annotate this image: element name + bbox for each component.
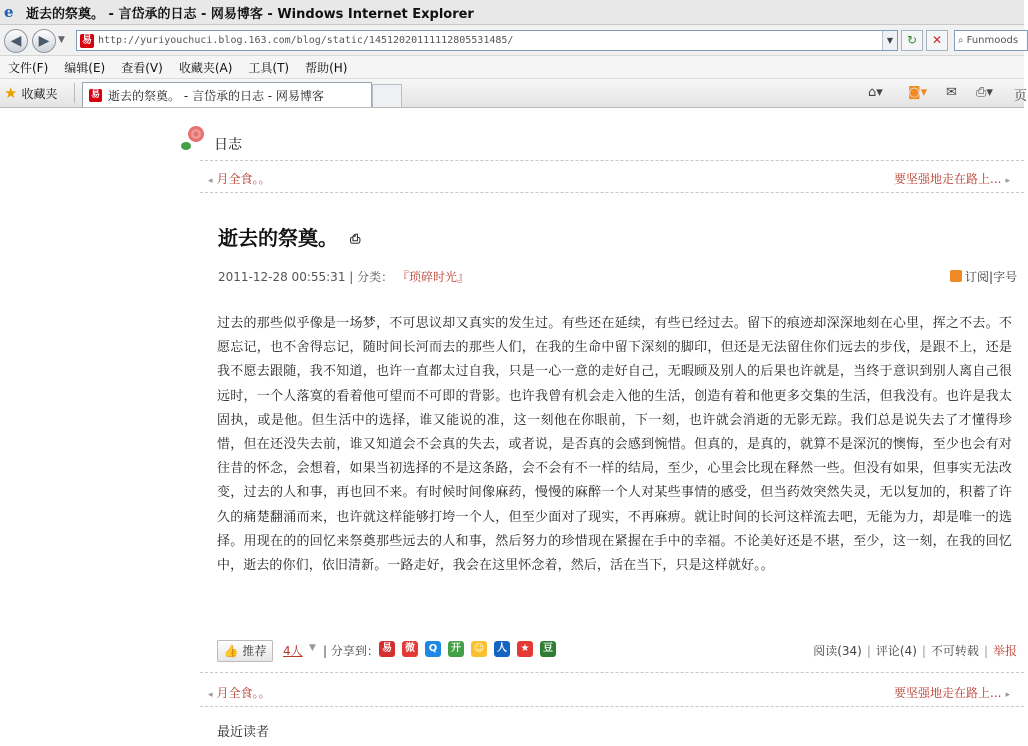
- page-menu-icon[interactable]: 页: [1014, 89, 1028, 104]
- arrow-left-icon: ◂: [208, 176, 213, 186]
- stop-button[interactable]: ✕: [926, 30, 948, 51]
- next-post-link[interactable]: 要坚强地走在路上... ▸: [894, 172, 1010, 186]
- prev-post-link[interactable]: ◂ 月全食。。: [208, 686, 271, 700]
- window-titlebar: [0, 0, 1024, 25]
- divider: |: [989, 270, 994, 284]
- divider: [74, 83, 75, 103]
- divider: |: [323, 644, 328, 658]
- history-dropdown-icon[interactable]: ▼: [58, 35, 65, 45]
- read-count[interactable]: 阅读(34): [813, 644, 862, 658]
- tab-label: 逝去的祭奠。 - 言岱承的日志 - 网易博客: [108, 88, 324, 103]
- menu-tools[interactable]: 工具(T): [248, 60, 290, 75]
- font-size-link[interactable]: 字号: [993, 270, 1018, 284]
- divider: |: [349, 270, 358, 284]
- arrow-left-icon: ◂: [208, 690, 213, 700]
- menu-edit[interactable]: 编辑(E): [64, 60, 106, 75]
- refresh-button[interactable]: ↻: [901, 30, 923, 51]
- print-icon[interactable]: ⎙▾: [976, 85, 993, 100]
- share-netease-icon[interactable]: 易: [379, 641, 395, 657]
- share-label: | 分享到：: [323, 644, 379, 658]
- share-weibo-icon[interactable]: 微: [402, 641, 418, 657]
- divider: [200, 160, 1024, 161]
- page-content: [0, 108, 1024, 740]
- divider: |: [866, 644, 871, 658]
- subscribe-link[interactable]: 订阅: [965, 270, 990, 284]
- tab-active[interactable]: [82, 82, 372, 107]
- divider: [200, 672, 1024, 673]
- window-title: 逝去的祭奠。 - 言岱承的日志 - 网易博客 - Windows Internet Explorer: [26, 6, 474, 22]
- divider: |: [921, 644, 926, 658]
- search-input[interactable]: Funmoods: [966, 35, 1019, 46]
- new-tab-button[interactable]: [372, 84, 402, 107]
- post-body: 过去的那些似乎像是一场梦，不可思议却又真实的发生过。有些还在延续，有些已经过去。留下的痕迹却深深地刻在心里，挥之不去。不愿忘记，也不舍得忘记，随时间长河而去的那些人们，在我的生命中留下深刻的脚印，但还是无法留住你们远去的步伐，是跟不上，还是我不愿去跟随，我不知道，也许一直都太过自我，只是一心一意的走好自己，无暇顾及别人的后果也许就是，当终于意识到别人离自己很远时，一个人落寞的看着他可望而不可即的背影。也许我曾有机会走入他的生活，创造有着和他更多交集的生活，但我没有。也许是我太固执，或是他。但生活中的选择，谁又能说的准，这一刻他在你眼前，下一刻，也许就会消逝的无影无踪。我们总是说失去了才懂得珍惜，但在还没失去前，谁又知道会不会真的失去，或者说，是否真的会感到惋惜。但真的，是真的，就算不是深沉的懊悔，至少也会有对往昔的怀念，会想着，如果当初选择的不是这条路，会不会有不一样的结局，至少，心里会比现在释然一些。但没有如果，但事实无法改变，过去的人和事，再也回不来。有时候时间像麻药，慢慢的麻醉一个人对某些事情的感受，但当药效突然失灵，无以复加的，积蓄了许久的痛楚翻涌而来，也许就这样能够打垮一个人，但至少面对了现实，不再麻痹。就让时间的长河这样流去吧，无能为力，却是唯一的选择。用现在的的回忆来祭奠那些远去的人和事，然后努力的珍惜现在紧握在手中的幸福。不论美好还是不堪，至少，这一刻，在我的回忆中，逝去的你们，依旧清新。一路走好，我会在这里怀念着，然后，活在当下，只是这样就好。。: [217, 316, 1012, 574]
- post-title: 逝去的祭奠。 ⎙: [218, 226, 361, 250]
- tab-bar: [0, 79, 1028, 108]
- subscribe-area: [950, 268, 1017, 285]
- no-repost-label: 不可转载: [930, 644, 979, 658]
- arrow-right-icon: ▸: [1005, 176, 1010, 186]
- category-link[interactable]: 『琐碎时光』: [396, 270, 469, 284]
- mail-icon[interactable]: ✉: [946, 85, 957, 100]
- post-stats: [813, 642, 1017, 659]
- share-renren-icon[interactable]: 人: [494, 641, 510, 657]
- rss-icon: [950, 270, 962, 282]
- post-nav-top: [200, 170, 1024, 186]
- recommend-button[interactable]: 👍 推荐: [217, 640, 273, 662]
- share-star-icon[interactable]: ★: [517, 641, 533, 657]
- chevron-down-icon[interactable]: ▼: [309, 643, 316, 653]
- address-toolbar: [0, 25, 1024, 56]
- share-douban-icon[interactable]: 豆: [540, 641, 556, 657]
- forward-button[interactable]: ▶: [32, 29, 56, 53]
- address-field[interactable]: [76, 30, 898, 51]
- menu-view[interactable]: 查看(V): [121, 60, 163, 75]
- comment-count[interactable]: 评论(4): [875, 644, 917, 658]
- thumb-up-icon: 👍: [223, 644, 239, 658]
- category-label: 分类：: [357, 270, 394, 284]
- next-post-link[interactable]: 要坚强地走在路上... ▸: [894, 686, 1010, 700]
- post-nav-bottom: [200, 684, 1024, 700]
- star-icon: ★: [4, 84, 18, 102]
- post-actions: [217, 639, 1017, 661]
- feeds-icon[interactable]: ◙▾: [908, 85, 928, 100]
- divider: |: [983, 644, 988, 658]
- ie-logo-icon: e: [4, 3, 14, 21]
- section-title: 日志: [214, 137, 242, 153]
- share-smile-icon[interactable]: ☺: [471, 641, 487, 657]
- divider: [200, 192, 1024, 193]
- post-meta: [218, 268, 469, 285]
- report-link[interactable]: 举报: [992, 644, 1017, 658]
- menu-bar: [0, 56, 1024, 79]
- favorites-label: 收藏夹: [21, 86, 58, 101]
- menu-favorites[interactable]: 收藏夹(A): [178, 60, 233, 75]
- search-icon: ⌕: [958, 35, 964, 46]
- prev-post-link[interactable]: ◂ 月全食。。: [208, 172, 271, 186]
- post-datetime: 2011-12-28 00:55:31: [218, 270, 346, 284]
- address-dropdown-icon[interactable]: ▼: [882, 31, 897, 50]
- back-button[interactable]: ◀: [4, 29, 28, 53]
- search-box[interactable]: [954, 30, 1028, 51]
- menu-help[interactable]: 帮助(H): [305, 60, 348, 75]
- recommend-count[interactable]: 4人: [283, 644, 303, 658]
- address-url[interactable]: http://yuriyouchuci.blog.163.com/blog/static/145120201111128055314​85/: [98, 35, 514, 46]
- share-kaixin-icon[interactable]: 开: [448, 641, 464, 657]
- recent-readers-heading: 最近读者: [217, 725, 270, 740]
- site-favicon-icon: 易: [82, 34, 92, 46]
- rose-icon: [180, 124, 206, 154]
- favorites-button[interactable]: [4, 84, 57, 102]
- menu-file[interactable]: 文件(F): [8, 60, 49, 75]
- arrow-right-icon: ▸: [1005, 690, 1010, 700]
- print-icon[interactable]: ⎙: [350, 232, 361, 247]
- share-qq-weibo-icon[interactable]: Q: [425, 641, 441, 657]
- site-favicon-icon: 易: [90, 89, 100, 100]
- divider: [200, 706, 1024, 707]
- share-icons: [379, 641, 563, 657]
- home-icon[interactable]: ⌂▾: [868, 85, 883, 100]
